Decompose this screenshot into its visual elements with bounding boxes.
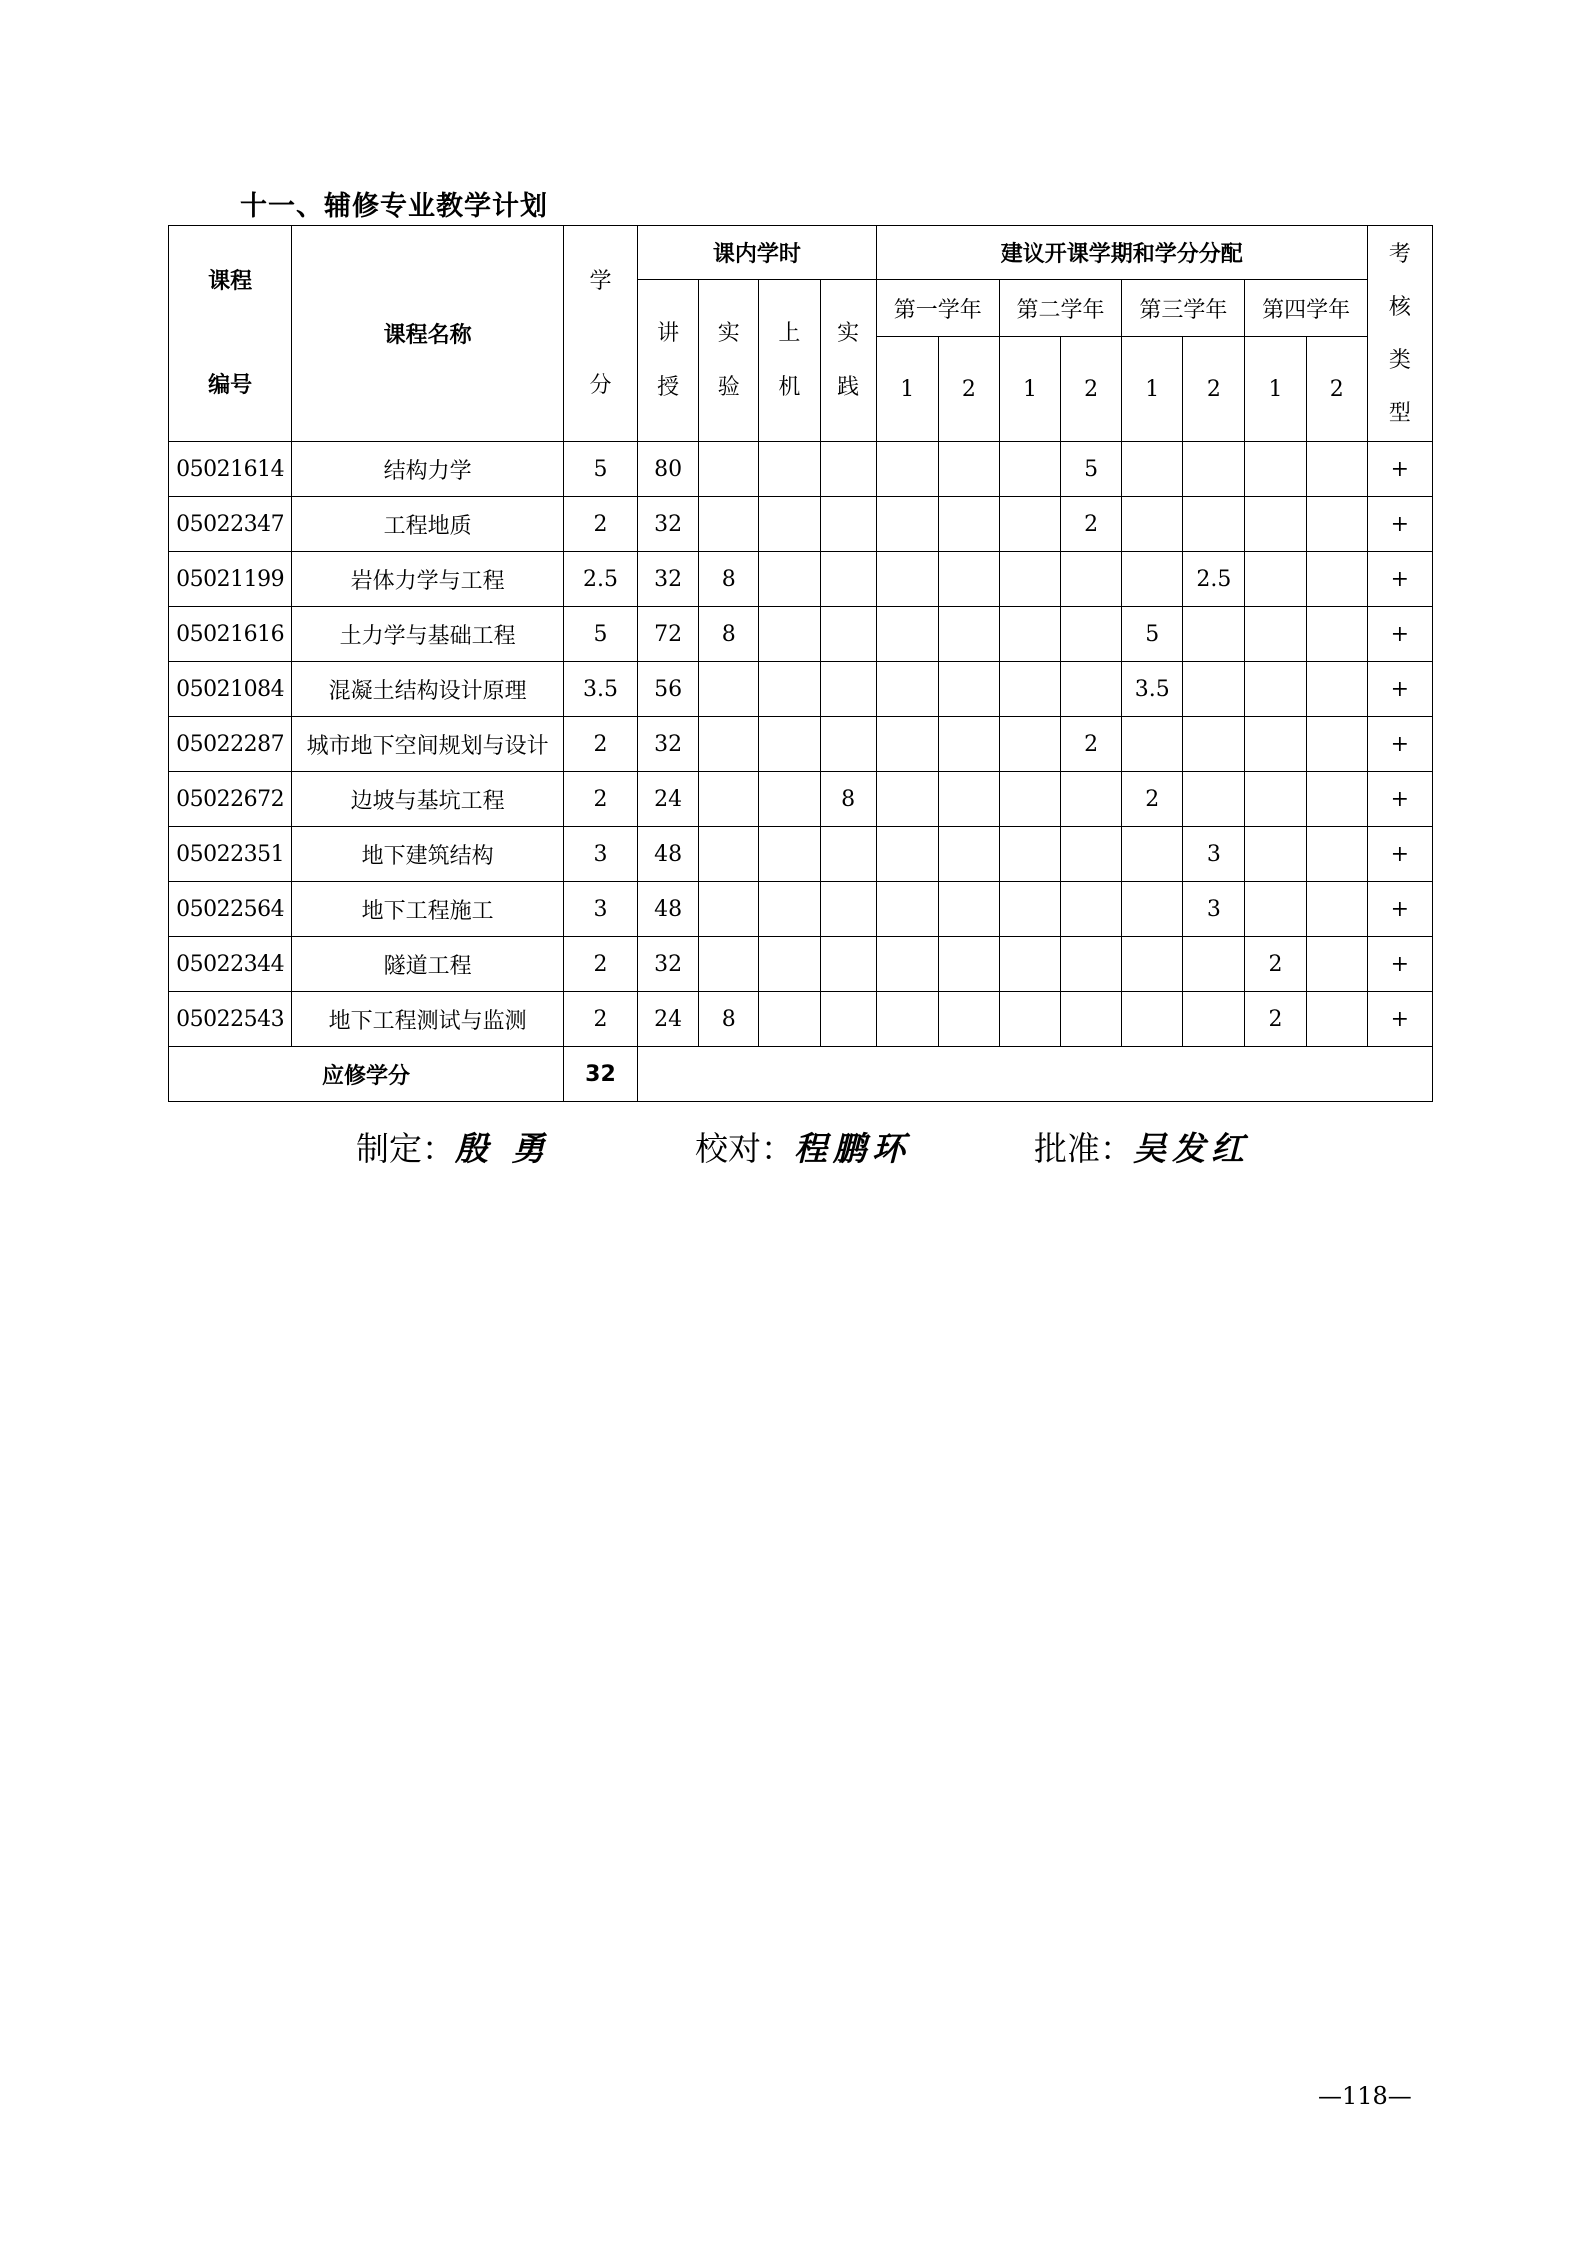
header-year-4: 第四学年 <box>1245 280 1367 337</box>
course-name: 混凝土结构设计原理 <box>292 662 564 717</box>
term-credit <box>938 992 999 1047</box>
lab-hours <box>699 937 759 992</box>
term-credit <box>938 717 999 772</box>
term-credit <box>1061 827 1122 882</box>
term-credit <box>1245 607 1306 662</box>
term-credit <box>1306 607 1367 662</box>
practice-hours <box>820 662 876 717</box>
lecture-hours: 72 <box>638 607 699 662</box>
term-credit <box>876 772 938 827</box>
lecture-hours: 48 <box>638 882 699 937</box>
computer-hours <box>759 662 820 717</box>
term-credit <box>1306 992 1367 1047</box>
course-name: 城市地下空间规划与设计 <box>292 717 564 772</box>
header-assessment: 考 核 类 型 <box>1367 226 1432 442</box>
term-credit: 3 <box>1183 827 1245 882</box>
lecture-hours: 80 <box>638 442 699 497</box>
term-credit <box>1306 772 1367 827</box>
computer-hours <box>759 772 820 827</box>
lecture-hours: 32 <box>638 552 699 607</box>
approved-label: 批准： <box>1034 1129 1133 1168</box>
course-credit: 2 <box>563 992 637 1047</box>
lab-hours <box>699 442 759 497</box>
practice-hours <box>820 717 876 772</box>
header-term: 2 <box>1183 337 1245 442</box>
term-credit: 2 <box>1061 717 1122 772</box>
term-credit <box>1306 827 1367 882</box>
section-title: 十一、辅修专业教学计划 <box>240 191 548 222</box>
computer-hours <box>759 717 820 772</box>
course-name: 土力学与基础工程 <box>292 607 564 662</box>
assessment-type: + <box>1367 607 1432 662</box>
term-credit <box>1061 552 1122 607</box>
term-credit <box>876 442 938 497</box>
term-credit: 2 <box>1122 772 1183 827</box>
header-practice: 实 践 <box>820 280 876 442</box>
made-label: 制定： <box>356 1129 455 1168</box>
header-year-1: 第一学年 <box>876 280 999 337</box>
term-credit <box>1122 717 1183 772</box>
course-credit: 2 <box>563 497 637 552</box>
term-credit <box>1306 937 1367 992</box>
header-lecture: 讲 授 <box>638 280 699 442</box>
term-credit <box>1306 497 1367 552</box>
lab-hours <box>699 717 759 772</box>
computer-hours <box>759 937 820 992</box>
assessment-type: + <box>1367 827 1432 882</box>
total-row <box>169 1047 1433 1102</box>
table-row <box>169 497 1433 552</box>
term-credit <box>1306 442 1367 497</box>
term-credit <box>1122 827 1183 882</box>
course-code: 05021614 <box>169 442 292 497</box>
course-name: 地下建筑结构 <box>292 827 564 882</box>
header-term: 2 <box>1306 337 1367 442</box>
term-credit: 2.5 <box>1183 552 1245 607</box>
course-credit: 2 <box>563 937 637 992</box>
term-credit <box>999 497 1060 552</box>
course-name: 结构力学 <box>292 442 564 497</box>
computer-hours <box>759 882 820 937</box>
practice-hours <box>820 552 876 607</box>
checked-label: 校对： <box>695 1129 794 1168</box>
table-row <box>169 717 1433 772</box>
term-credit <box>938 882 999 937</box>
term-credit <box>1306 882 1367 937</box>
course-name: 工程地质 <box>292 497 564 552</box>
course-credit: 5 <box>563 607 637 662</box>
term-credit <box>1061 937 1122 992</box>
table-row <box>169 772 1433 827</box>
term-credit <box>1122 552 1183 607</box>
term-credit <box>1061 882 1122 937</box>
computer-hours <box>759 827 820 882</box>
page-number: —118— <box>1318 2082 1412 2110</box>
course-name: 岩体力学与工程 <box>292 552 564 607</box>
checked-name: 程鹏环 <box>794 1129 911 1168</box>
computer-hours <box>759 442 820 497</box>
term-credit <box>999 937 1060 992</box>
course-code: 05022351 <box>169 827 292 882</box>
term-credit <box>1122 442 1183 497</box>
lab-hours <box>699 882 759 937</box>
practice-hours <box>820 992 876 1047</box>
term-credit <box>876 607 938 662</box>
practice-hours: 8 <box>820 772 876 827</box>
approved-name: 吴发红 <box>1133 1129 1250 1168</box>
header-term: 1 <box>876 337 938 442</box>
header-course-name: 课程名称 <box>292 226 564 442</box>
lab-hours: 8 <box>699 552 759 607</box>
practice-hours <box>820 882 876 937</box>
term-credit <box>1183 937 1245 992</box>
table-row <box>169 442 1433 497</box>
teaching-plan-table <box>168 225 1433 1102</box>
term-credit <box>1122 937 1183 992</box>
table-row <box>169 992 1433 1047</box>
term-credit <box>938 662 999 717</box>
term-credit <box>1245 442 1306 497</box>
term-credit <box>999 992 1060 1047</box>
lecture-hours: 24 <box>638 992 699 1047</box>
computer-hours <box>759 992 820 1047</box>
term-credit <box>999 607 1060 662</box>
lab-hours: 8 <box>699 607 759 662</box>
lecture-hours: 48 <box>638 827 699 882</box>
table-row <box>169 552 1433 607</box>
lecture-hours: 32 <box>638 937 699 992</box>
lecture-hours: 56 <box>638 662 699 717</box>
term-credit <box>1183 497 1245 552</box>
course-credit: 5 <box>563 442 637 497</box>
course-name: 地下工程测试与监测 <box>292 992 564 1047</box>
term-credit: 3 <box>1183 882 1245 937</box>
signature-checked <box>695 1123 911 1170</box>
term-credit <box>938 772 999 827</box>
practice-hours <box>820 497 876 552</box>
term-credit <box>999 772 1060 827</box>
made-name: 殷 勇 <box>455 1129 551 1168</box>
term-credit <box>938 827 999 882</box>
header-course-code: 课程 编号 <box>169 226 292 442</box>
header-term: 1 <box>999 337 1060 442</box>
course-code: 05022543 <box>169 992 292 1047</box>
header-hours-group: 课内学时 <box>638 226 877 280</box>
header-year-2: 第二学年 <box>999 280 1121 337</box>
course-name: 边坡与基坑工程 <box>292 772 564 827</box>
term-credit <box>1183 662 1245 717</box>
term-credit <box>876 662 938 717</box>
term-credit <box>876 497 938 552</box>
term-credit <box>876 937 938 992</box>
computer-hours <box>759 497 820 552</box>
term-credit: 3.5 <box>1122 662 1183 717</box>
term-credit <box>938 607 999 662</box>
course-code: 05022344 <box>169 937 292 992</box>
term-credit <box>999 717 1060 772</box>
term-credit <box>999 552 1060 607</box>
assessment-type: + <box>1367 772 1432 827</box>
course-code: 05022347 <box>169 497 292 552</box>
total-value: 32 <box>563 1047 637 1102</box>
practice-hours <box>820 937 876 992</box>
term-credit <box>876 882 938 937</box>
term-credit <box>1061 662 1122 717</box>
header-semester-group: 建议开课学期和学分分配 <box>876 226 1367 280</box>
total-blank <box>638 1047 1433 1102</box>
practice-hours <box>820 827 876 882</box>
header-computer: 上 机 <box>759 280 820 442</box>
header-term: 1 <box>1245 337 1306 442</box>
header-term: 1 <box>1122 337 1183 442</box>
practice-hours <box>820 442 876 497</box>
assessment-type: + <box>1367 442 1432 497</box>
term-credit <box>1183 992 1245 1047</box>
term-credit <box>1245 497 1306 552</box>
course-code: 05022672 <box>169 772 292 827</box>
course-name: 隧道工程 <box>292 937 564 992</box>
course-credit: 3 <box>563 882 637 937</box>
table-row <box>169 937 1433 992</box>
assessment-type: + <box>1367 717 1432 772</box>
course-code: 05021199 <box>169 552 292 607</box>
term-credit <box>938 552 999 607</box>
course-credit: 2 <box>563 717 637 772</box>
lecture-hours: 24 <box>638 772 699 827</box>
term-credit <box>1245 772 1306 827</box>
table-row <box>169 827 1433 882</box>
term-credit <box>1245 882 1306 937</box>
term-credit <box>938 937 999 992</box>
assessment-type: + <box>1367 497 1432 552</box>
term-credit <box>876 992 938 1047</box>
term-credit <box>876 717 938 772</box>
lab-hours: 8 <box>699 992 759 1047</box>
term-credit: 2 <box>1245 992 1306 1047</box>
course-credit: 2 <box>563 772 637 827</box>
term-credit <box>999 827 1060 882</box>
lecture-hours: 32 <box>638 497 699 552</box>
lecture-hours: 32 <box>638 717 699 772</box>
course-credit: 2.5 <box>563 552 637 607</box>
header-lab: 实 验 <box>699 280 759 442</box>
term-credit <box>999 882 1060 937</box>
term-credit <box>999 442 1060 497</box>
term-credit <box>1122 992 1183 1047</box>
course-code: 05022287 <box>169 717 292 772</box>
term-credit <box>876 552 938 607</box>
term-credit <box>1183 772 1245 827</box>
course-credit: 3 <box>563 827 637 882</box>
term-credit: 5 <box>1061 442 1122 497</box>
table-row <box>169 882 1433 937</box>
term-credit <box>1245 827 1306 882</box>
header-year-3: 第三学年 <box>1122 280 1245 337</box>
term-credit: 5 <box>1122 607 1183 662</box>
table-row <box>169 607 1433 662</box>
computer-hours <box>759 552 820 607</box>
computer-hours <box>759 607 820 662</box>
total-label: 应修学分 <box>169 1047 564 1102</box>
lab-hours <box>699 827 759 882</box>
term-credit <box>1245 662 1306 717</box>
term-credit <box>1183 442 1245 497</box>
term-credit <box>1061 607 1122 662</box>
term-credit <box>1183 607 1245 662</box>
term-credit: 2 <box>1061 497 1122 552</box>
term-credit <box>938 442 999 497</box>
term-credit <box>1061 772 1122 827</box>
lab-hours <box>699 772 759 827</box>
term-credit <box>1122 497 1183 552</box>
header-term: 2 <box>1061 337 1122 442</box>
term-credit <box>1306 662 1367 717</box>
assessment-type: + <box>1367 662 1432 717</box>
lab-hours <box>699 497 759 552</box>
course-code: 05022564 <box>169 882 292 937</box>
practice-hours <box>820 607 876 662</box>
term-credit <box>1245 717 1306 772</box>
signature-approved <box>1034 1123 1250 1170</box>
course-credit: 3.5 <box>563 662 637 717</box>
table-row <box>169 662 1433 717</box>
term-credit <box>1061 992 1122 1047</box>
assessment-type: + <box>1367 552 1432 607</box>
assessment-type: + <box>1367 882 1432 937</box>
term-credit <box>1306 552 1367 607</box>
term-credit <box>1122 882 1183 937</box>
lab-hours <box>699 662 759 717</box>
assessment-type: + <box>1367 992 1432 1047</box>
signature-made <box>356 1123 551 1170</box>
assessment-type: + <box>1367 937 1432 992</box>
course-code: 05021616 <box>169 607 292 662</box>
course-code: 05021084 <box>169 662 292 717</box>
header-term: 2 <box>938 337 999 442</box>
term-credit <box>1183 717 1245 772</box>
term-credit <box>938 497 999 552</box>
term-credit <box>1306 717 1367 772</box>
term-credit: 2 <box>1245 937 1306 992</box>
header-credit: 学 分 <box>563 226 637 442</box>
term-credit <box>999 662 1060 717</box>
term-credit <box>876 827 938 882</box>
term-credit <box>1245 552 1306 607</box>
course-name: 地下工程施工 <box>292 882 564 937</box>
